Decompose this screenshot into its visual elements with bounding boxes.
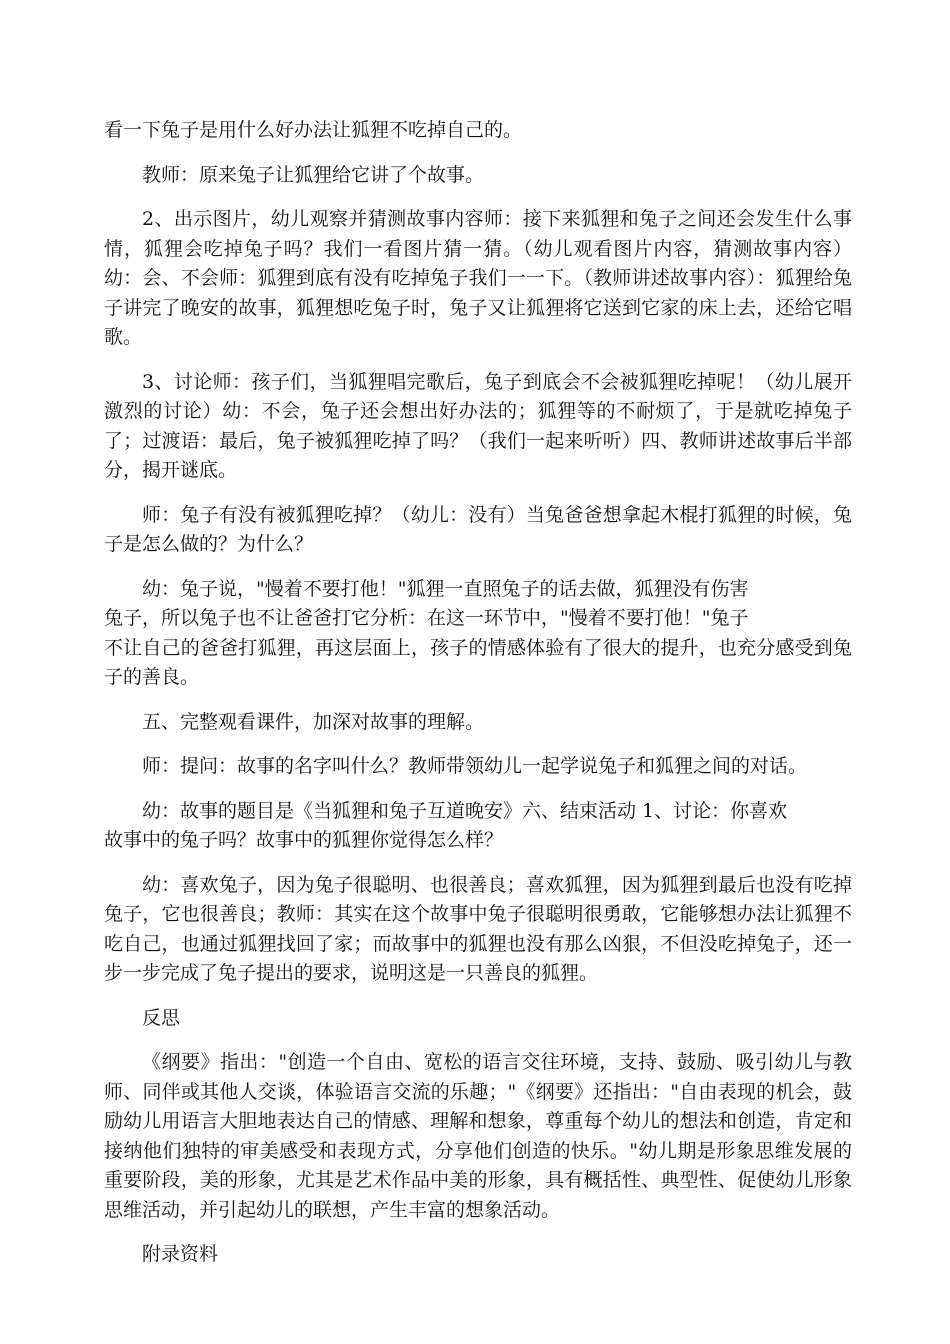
text-line: 3、讨论师：孩子们，当狐狸唱完歌后，兔子到底会不会被狐狸吃掉呢！（幼儿展开激烈的讨论）幼：不会，兔子还会想出好办法的；狐狸等的不耐烦了，于是就吃掉兔子了；过渡语：最后，兔子被狐狸吃掉了吗？（我们一起来听听）四、教师讲述故事后半部分，揭开谜底。 [104, 370, 852, 481]
section-heading [104, 1004, 852, 1034]
paragraph [104, 501, 852, 560]
text-line: 幼：喜欢兔子，因为兔子很聪明、也很善良；喜欢狐狸，因为狐狸到最后也没有吃掉兔子，它也很善良；教师：其实在这个故事中兔子很聪明很勇敢，它能够想办法让狐狸不吃自己，也通过狐狸找回了家；而故事中的狐狸也没有那么凶狠，不但没吃掉兔子，还一步一步完成了兔子提出的要求，说明这是一只善良的狐狸。 [104, 873, 852, 984]
paragraph [104, 205, 852, 353]
text-line: 故事中的兔子吗？故事中的狐狸你觉得怎么样？ [104, 829, 504, 851]
paragraph [104, 161, 852, 191]
paragraph [104, 116, 852, 146]
text-line: 幼：故事的题目是《当狐狸和兔子互道晚安》六、结束活动 1、讨论：你喜欢 [142, 799, 788, 822]
paragraph [104, 575, 852, 693]
text-line: 看一下兔子是用什么好办法让狐狸不吃掉自己的。 [104, 119, 523, 141]
text-line: 师：兔子有没有被狐狸吃掉？（幼儿：没有）当兔爸爸想拿起木棍打狐狸的时候，兔子是怎么做的？为什么？ [104, 503, 852, 555]
text-line: 五、完整观看课件，加深对故事的理解。 [142, 710, 485, 733]
text-line: 幼：兔子说，"慢着不要打他！"狐狸一直照兔子的话去做，狐狸没有伤害 [142, 577, 749, 600]
text-line: 师：提问：故事的名字叫什么？教师带领幼儿一起学说兔子和狐狸之间的对话。 [142, 755, 808, 777]
paragraph [104, 752, 852, 782]
paragraph [104, 1048, 852, 1225]
section-heading [104, 1240, 852, 1270]
text-line: 《纲要》指出："创造一个自由、宽松的语言交往环境，支持、鼓励、吸引幼儿与教师、同伴或其他人交谈，体验语言交流的乐趣；"《纲要》还指出："自由表现的机会，鼓励幼儿用语言大胆地表达自己的情感、理解和想象，尊重每个幼儿的想法和创造，肯定和接纳他们独特的审美感受和表现方式，分享他们创造的快乐。"幼儿期是形象思维发展的重要阶段，美的形象，尤其是艺术作品中美的形象，具有概括性、典型性、促使幼儿形象思维活动，并引起幼儿的联想，产生丰富的想象活动。 [104, 1051, 852, 1221]
paragraph [104, 871, 852, 989]
text-line: 反思 [142, 1006, 181, 1029]
document-page [104, 116, 852, 1285]
text-line: 教师：原来兔子让狐狸给它讲了个故事。 [142, 163, 485, 186]
text-line: 2、出示图片，幼儿观察并猜测故事内容师：接下来狐狸和兔子之间还会发生什么事情，狐狸会吃掉兔子吗？我们一看图片猜一猜。（幼儿观看图片内容，猜测故事内容）幼：会、不会师：狐狸到底有没有吃掉兔子我们一一下。（教师讲述故事内容）：狐狸给兔子讲完了晚安的故事，狐狸想吃兔子时，兔子又让狐狸将它送到它家的床上去，还给它唱歌。 [104, 208, 852, 348]
text-line: 兔子，所以兔子也不让爸爸打它分析：在这一环节中，"慢着不要打他！"兔子 [104, 607, 749, 629]
paragraph [104, 368, 852, 486]
text-line: 附录资料 [142, 1243, 219, 1265]
paragraph [104, 797, 852, 856]
paragraph [104, 708, 852, 738]
text-line: 不让自己的爸爸打狐狸，再这层面上，孩子的情感体验有了很大的提升，也充分感受到兔子的善良。 [104, 636, 852, 688]
